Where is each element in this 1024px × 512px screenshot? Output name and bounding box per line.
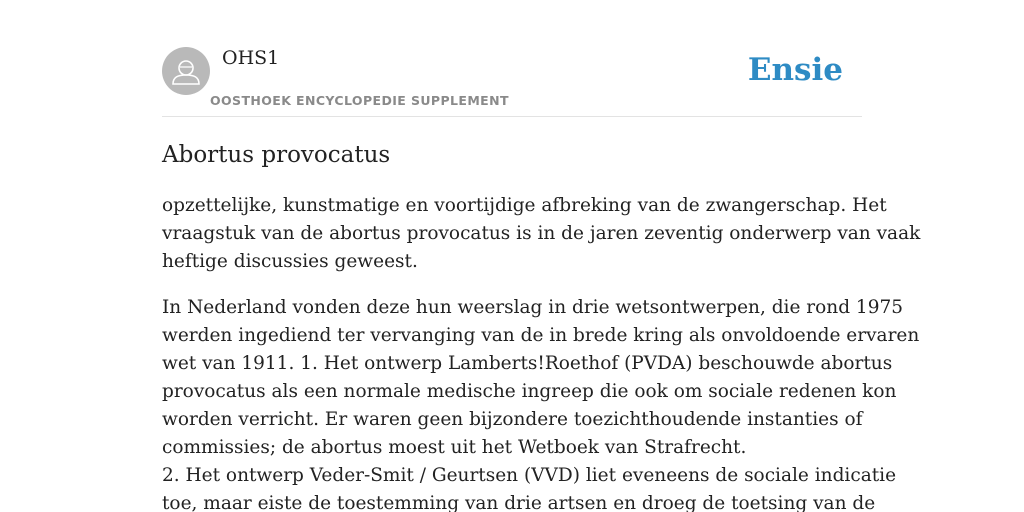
source-avatar[interactable]: [162, 47, 210, 95]
article-title: Abortus provocatus: [162, 142, 391, 168]
paragraph-1: [162, 192, 921, 276]
user-icon: [162, 47, 210, 95]
article-body: [162, 192, 921, 512]
source-name[interactable]: OHS1: [222, 47, 280, 69]
article-header: [162, 0, 862, 117]
text-line: toe, maar eiste de toestemming van drie artsen en droeg de toetsing van de: [162, 493, 876, 512]
text-line: werden ingediend ter vervanging van de in brede kring als onvoldoende ervaren: [162, 325, 920, 346]
text-line: worden verricht. Er waren geen bijzondere toezichthoudende instanties of: [162, 409, 863, 430]
text-line: vraagstuk van de abortus provocatus is in de jaren zeventig onderwerp van vaak: [162, 223, 921, 244]
text-line: 2. Het ontwerp Veder-Smit / Geurtsen (VVD) liet eveneens de sociale indicatie: [162, 465, 897, 486]
source-subtitle[interactable]: OOSTHOEK ENCYCLOPEDIE SUPPLEMENT: [210, 93, 509, 108]
text-line: opzettelijke, kunstmatige en voortijdige afbreking van de zwangerschap. Het: [162, 195, 887, 216]
text-line: In Nederland vonden deze hun weerslag in drie wetsontwerpen, die rond 1975: [162, 297, 904, 318]
text-line: provocatus als een normale medische ingreep die ook om sociale redenen kon: [162, 381, 897, 402]
text-line: heftige discussies geweest.: [162, 251, 418, 272]
paragraph-2: [162, 294, 920, 512]
ensie-logo[interactable]: Ensie: [747, 52, 843, 88]
article-page: [162, 0, 921, 512]
text-line: commissies; de abortus moest uit het Wetboek van Strafrecht.: [162, 437, 747, 458]
text-line: wet van 1911. 1. Het ontwerp Lamberts!Roethof (PVDA) beschouwde abortus: [162, 353, 893, 374]
